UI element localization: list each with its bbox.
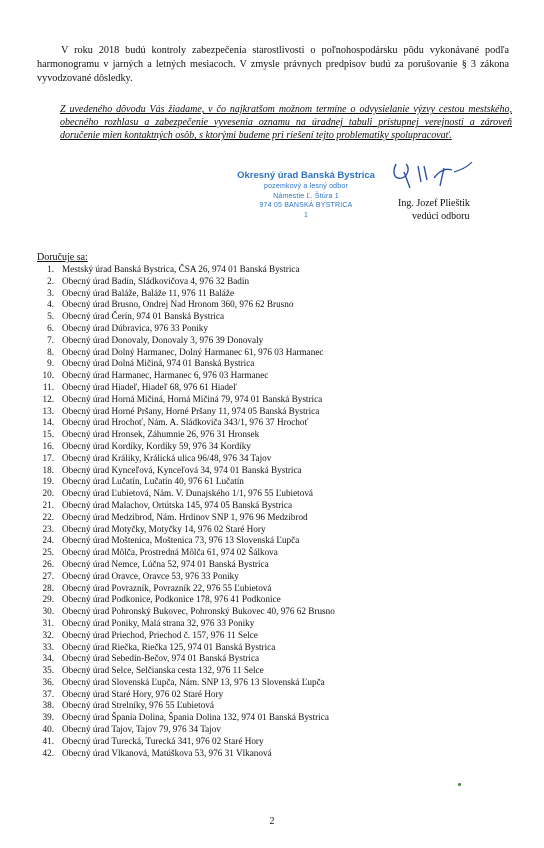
list-item-address: Obecný úrad Vlkanová, Matúškova 53, 976 31 Vlkanová xyxy=(62,747,272,758)
list-item-address: Obecný úrad Povrazník, Povrazník 22, 976 55 Ľubietová xyxy=(62,582,272,593)
list-item-address: Obecný úrad Horná Mičiná, Horná Mičiná 79, 974 01 Banská Bystrica xyxy=(62,393,323,404)
list-item xyxy=(37,441,517,453)
list-item xyxy=(37,347,517,359)
list-item-number: 19. xyxy=(42,476,54,487)
list-item-number: 24. xyxy=(42,535,54,546)
list-item xyxy=(37,618,517,630)
stamp-line-office: Okresný úrad Banská Bystrica xyxy=(237,170,375,181)
list-item-number: 30. xyxy=(42,606,54,617)
list-item-number: 28. xyxy=(42,582,54,593)
list-item xyxy=(37,299,517,311)
list-item-address: Obecný úrad Medzibrod, Nám. Hrdinov SNP 1, 976 96 Medzibrod xyxy=(62,511,308,522)
list-item-address: Obecný úrad Malachov, Ortútska 145, 974 05 Banská Bystrica xyxy=(62,499,293,510)
list-item-number: 37. xyxy=(42,688,54,699)
list-item-number: 7. xyxy=(47,334,54,345)
list-item-number: 5. xyxy=(47,311,54,322)
list-item-address: Obecný úrad Kordíky, Kordíky 59, 976 34 Kordíky xyxy=(62,440,251,451)
list-item-address: Obecný úrad Donovaly, Donovaly 3, 976 39 Donovaly xyxy=(62,334,264,345)
list-item-number: 22. xyxy=(42,511,54,522)
paragraph-request: Z uvedeného dôvodu Vás žiadame, v čo najkratšom možnom termíne o odvysielanie výzvy cestou mestského, obecného rozhlasu a zabezpečenie vyvesenia oznamu na úradnej tabuli prístupnej verejnosti a zároveň doručenie mien kontaktných osôb, s ktorými budeme pri riešení tejto problematiky spolupracovať. xyxy=(60,104,512,142)
list-item-number: 33. xyxy=(42,641,54,652)
list-item-number: 3. xyxy=(47,287,54,298)
list-item xyxy=(37,417,517,429)
list-item-number: 38. xyxy=(42,700,54,711)
list-item-address: Obecný úrad Staré Hory, 976 02 Staré Hory xyxy=(62,688,224,699)
stamp-line-city: 974 05 BANSKÁ BYSTRICA xyxy=(259,202,353,209)
list-item xyxy=(37,547,517,559)
list-item xyxy=(37,370,517,382)
list-item-address: Obecný úrad Strelníky, 976 55 Ľubietová xyxy=(62,700,214,711)
list-item-number: 41. xyxy=(42,735,54,746)
list-item xyxy=(37,276,517,288)
list-item-address: Obecný úrad Horné Pršany, Horné Pršany 11, 974 05 Banská Bystrica xyxy=(62,405,320,416)
list-item-address: Obecný úrad Môlča, Prostredná Môlča 61, 974 02 Šálkova xyxy=(62,547,278,558)
list-item-address: Obecný úrad Selce, Selčianska cesta 132, 976 11 Selce xyxy=(62,665,264,676)
list-item xyxy=(37,453,517,465)
list-item xyxy=(37,535,517,547)
list-item-address: Obecný úrad Dolný Harmanec, Dolný Harmanec 61, 976 03 Harmanec xyxy=(62,346,324,357)
list-item-address: Obecný úrad Motyčky, Motyčky 14, 976 02 Staré Hory xyxy=(62,523,266,534)
paragraph-inspections: V roku 2018 budú kontroly zabezpečenia starostlivosti o poľnohospodársku pôdu vykonávané podľa harmonogramu v jarných a letných mesiacoch. V zmysle právnych predpisov budú za porušovanie § 3 zákona vyvodzované dôsledky. xyxy=(37,45,509,84)
list-item xyxy=(37,476,517,488)
stamp-line-street: Námestie Ľ. Štúra 1 xyxy=(273,192,339,200)
list-item-number: 39. xyxy=(42,712,54,723)
list-item-number: 25. xyxy=(42,547,54,558)
office-stamp xyxy=(226,170,386,220)
list-item-number: 21. xyxy=(42,499,54,510)
list-item xyxy=(37,724,517,736)
list-item-number: 35. xyxy=(42,665,54,676)
list-item xyxy=(37,406,517,418)
list-item-number: 14. xyxy=(42,417,54,428)
list-item xyxy=(37,689,517,701)
list-item xyxy=(37,264,517,276)
green-mark xyxy=(458,783,461,786)
list-item-number: 2. xyxy=(47,275,54,286)
list-item-address: Obecný úrad Hrochoť, Nám. A. Sládkoviča 343/1, 976 37 Hrochoť xyxy=(62,417,309,428)
list-item-number: 4. xyxy=(47,299,54,310)
list-item-number: 29. xyxy=(42,594,54,605)
list-item xyxy=(37,512,517,524)
list-item-number: 27. xyxy=(42,570,54,581)
list-item-address: Obecný úrad Poniky, Malá strana 32, 976 33 Poniky xyxy=(62,617,255,628)
list-item xyxy=(37,382,517,394)
list-item xyxy=(37,311,517,323)
list-item-number: 17. xyxy=(42,452,54,463)
page-number: 2 xyxy=(269,816,275,827)
list-item-address: Obecný úrad Riečka, Riečka 125, 974 01 Banská Bystrica xyxy=(62,641,276,652)
list-item-number: 40. xyxy=(42,724,54,735)
list-item-address: Obecný úrad Nemce, Lúčna 52, 974 01 Banská Bystrica xyxy=(62,558,269,569)
list-item-address: Obecný úrad Priechod, Priechod č. 157, 976 11 Selce xyxy=(62,629,258,640)
stamp-line-department: pozemkový a lesný odbor xyxy=(264,183,348,190)
list-item-number: 34. xyxy=(42,653,54,664)
list-item xyxy=(37,677,517,689)
list-item xyxy=(37,335,517,347)
stamp-line-number: 1 xyxy=(303,211,309,219)
list-item xyxy=(37,571,517,583)
list-item xyxy=(37,288,517,300)
list-item-address: Obecný úrad Harmanec, Harmanec 6, 976 03 Harmanec xyxy=(62,370,269,381)
list-item-address: Obecný úrad Hronsek, Záhumnie 26, 976 31 Hronsek xyxy=(62,429,260,440)
list-item-address: Obecný úrad Dolná Mičiná, 974 01 Banská Bystrica xyxy=(62,358,255,369)
list-item-address: Mestský úrad Banská Bystrica, ČSA 26, 974 01 Banská Bystrica xyxy=(62,264,300,274)
list-item-address: Obecný úrad Dúbravica, 976 33 Poniky xyxy=(62,322,208,333)
list-item-number: 32. xyxy=(42,629,54,640)
list-item-number: 11. xyxy=(42,381,54,392)
list-item-number: 15. xyxy=(42,429,54,440)
list-item xyxy=(37,465,517,477)
list-item xyxy=(37,653,517,665)
list-item-address: Obecný úrad Lučatín, Lučatín 40, 976 61 Lučatín xyxy=(62,476,244,487)
list-item xyxy=(37,323,517,335)
list-item-address: Obecný úrad Slovenská Ľupča, Nám. SNP 13, 976 13 Slovenská Ľupča xyxy=(62,676,325,687)
list-item-address: Obecný úrad Turecká, Turecká 341, 976 02 Staré Hory xyxy=(62,735,264,746)
list-item-address: Obecný úrad Moštenica, Moštenica 73, 976 13 Slovenská Ľupča xyxy=(62,535,300,546)
list-item xyxy=(37,500,517,512)
list-item xyxy=(37,736,517,748)
list-item-address: Obecný úrad Pohronský Bukovec, Pohronský Bukovec 40, 976 62 Brusno xyxy=(62,606,335,617)
list-item-address: Obecný úrad Hiadeľ, Hiadeľ 68, 976 61 Hiadeľ xyxy=(62,381,237,392)
list-item-number: 16. xyxy=(42,440,54,451)
list-item-number: 13. xyxy=(42,405,54,416)
list-item-number: 10. xyxy=(42,370,54,381)
list-item-number: 12. xyxy=(42,393,54,404)
list-item xyxy=(37,358,517,370)
list-item xyxy=(37,594,517,606)
list-item-address: Obecný úrad Tajov, Tajov 79, 976 34 Tajov xyxy=(62,724,221,735)
list-item xyxy=(37,700,517,712)
list-item-address: Obecný úrad Čerín, 974 01 Banská Bystrica xyxy=(62,311,225,322)
signer-title: vedúci odboru xyxy=(412,211,470,222)
signer-name: Ing. Jozef Plieštik xyxy=(398,198,470,209)
list-item-address: Obecný úrad Kynceľová, Kynceľová 34, 974 01 Banská Bystrica xyxy=(62,464,302,475)
list-item-address: Obecný úrad Špania Dolina, Špania Dolina 132, 974 01 Banská Bystrica xyxy=(62,712,329,723)
delivery-heading: Doručuje sa: xyxy=(37,252,88,263)
list-item xyxy=(37,665,517,677)
handwritten-signature xyxy=(388,158,478,194)
list-item-address: Obecný úrad Ľubietová, Nám. V. Dunajského 1/1, 976 55 Ľubietová xyxy=(62,488,313,499)
list-item-address: Obecný úrad Baláže, Baláže 11, 976 11 Baláže xyxy=(62,287,235,298)
list-item-number: 20. xyxy=(42,488,54,499)
list-item-number: 1. xyxy=(47,264,54,274)
list-item-address: Obecný úrad Badín, Sládkovičova 4, 976 32 Badín xyxy=(62,275,250,286)
signer-block xyxy=(398,197,470,223)
list-item xyxy=(37,524,517,536)
list-item-number: 8. xyxy=(47,346,54,357)
list-item-number: 18. xyxy=(42,464,54,475)
list-item xyxy=(37,583,517,595)
list-item xyxy=(37,606,517,618)
list-item-number: 36. xyxy=(42,676,54,687)
list-item xyxy=(37,488,517,500)
list-item-address: Obecný úrad Sebedín-Bečov, 974 01 Banská Bystrica xyxy=(62,653,260,664)
list-item xyxy=(37,630,517,642)
list-item xyxy=(37,712,517,724)
list-item-address: Obecný úrad Králiky, Králická ulica 96/48, 976 34 Tajov xyxy=(62,452,272,463)
list-item-number: 9. xyxy=(47,358,54,369)
list-item-number: 26. xyxy=(42,558,54,569)
recipient-list xyxy=(37,264,517,759)
list-item-number: 23. xyxy=(42,523,54,534)
list-item-number: 42. xyxy=(42,747,54,758)
list-item xyxy=(37,748,517,760)
list-item xyxy=(37,642,517,654)
list-item-number: 6. xyxy=(47,322,54,333)
list-item-address: Obecný úrad Oravce, Oravce 53, 976 33 Poniky xyxy=(62,570,239,581)
list-item xyxy=(37,559,517,571)
list-item xyxy=(37,429,517,441)
list-item-address: Obecný úrad Brusno, Ondrej Nad Hronom 360, 976 62 Brusno xyxy=(62,299,294,310)
list-item-address: Obecný úrad Podkonice, Podkonice 178, 976 41 Podkonice xyxy=(62,594,281,605)
list-item-number: 31. xyxy=(42,617,54,628)
list-item xyxy=(37,394,517,406)
